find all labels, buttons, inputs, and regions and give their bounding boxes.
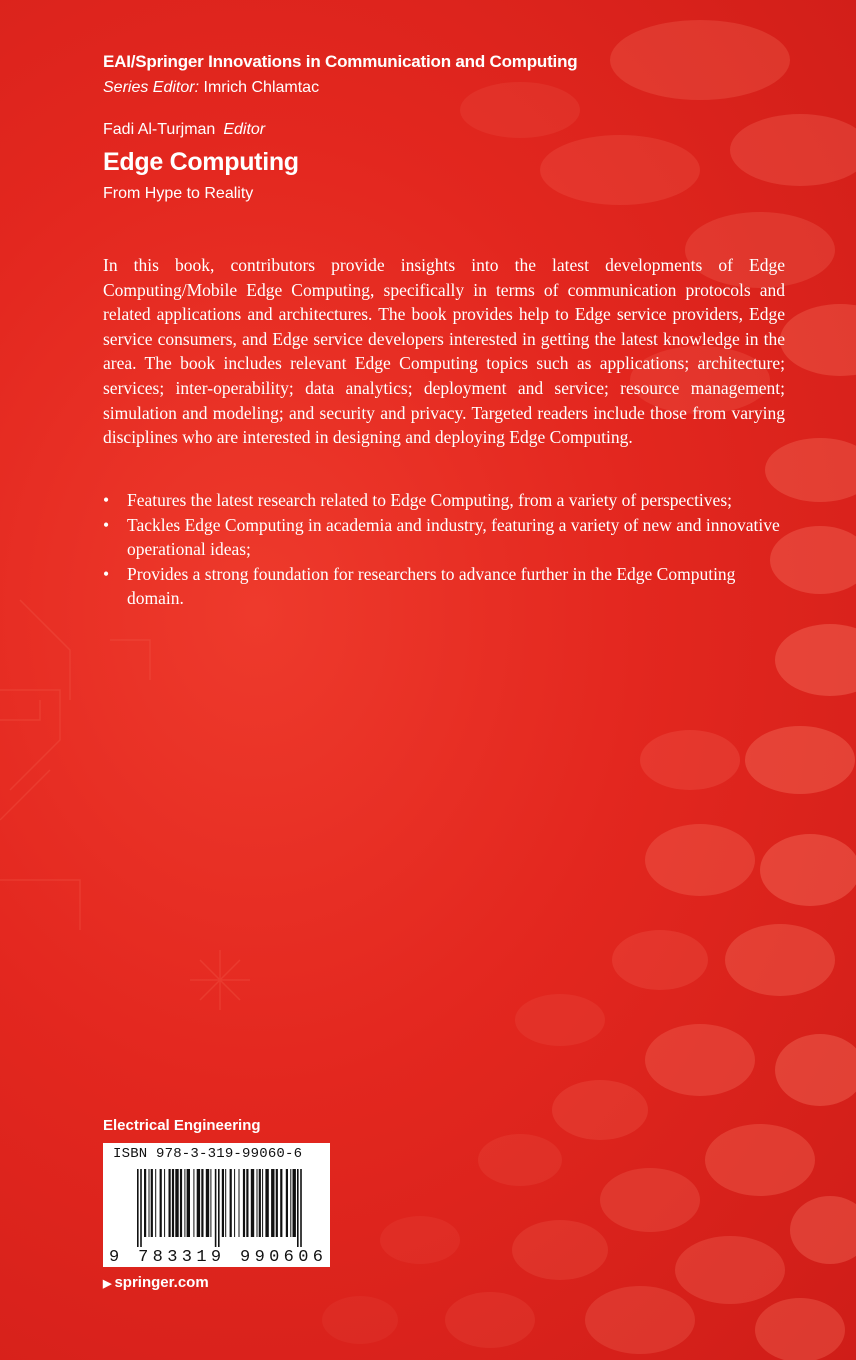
series-title: EAI/Springer Innovations in Communication and Computing [103, 52, 578, 71]
barcode-digits: 9 783319 990606 [109, 1248, 323, 1267]
ellipse-pattern [322, 20, 856, 1360]
feature-item [103, 562, 785, 611]
subject-category: Electrical Engineering [103, 1117, 261, 1134]
barcode-graphic [103, 1143, 330, 1267]
book-editor-role: Editor [223, 121, 266, 138]
series-editor-name: Imrich Chlamtac [203, 79, 320, 96]
arrow-icon: ▶ [103, 1278, 112, 1290]
bullet-icon: • [103, 490, 110, 510]
feature-item [103, 513, 785, 562]
bullet-icon: • [103, 563, 110, 584]
book-description: In this book, contributors provide insights into the latest developments of Edge Computing/Mobile Edge Computing, specifically in terms of communication protocols and related applications and architectures. The book provides help to Edge service providers, Edge service consumers, and Edge service developers interested in getting the latest knowledge in the area. The book includes relevant Edge Computing topics such as applications; architecture; services; inter-operability; data analytics; deployment and service; resource management; simulation and modeling; and security and privacy. Targeted readers include those from varying disciplines who are interested in designing and deploying Edge Computing. [103, 255, 785, 448]
barcode-bars [137, 1169, 302, 1247]
circuit-lines [0, 600, 250, 1010]
book-subtitle: From Hype to Reality [103, 185, 254, 202]
book-editor-name: Fadi Al-Turjman [103, 121, 216, 138]
book-title: Edge Computing [103, 148, 299, 176]
series-editor-label: Series Editor: [103, 79, 200, 96]
springer-website-text: springer.com [114, 1274, 209, 1291]
feature-text: Features the latest research related to Edge Computing, from a variety of perspectives; [127, 490, 732, 510]
feature-text: Provides a strong foundation for researchers to advance further in the Edge Computing domain. [127, 563, 736, 609]
feature-list [103, 488, 785, 611]
barcode [103, 1143, 330, 1267]
series-editor [103, 79, 319, 97]
feature-item [103, 488, 785, 513]
bullet-icon: • [103, 514, 110, 535]
feature-text: Tackles Edge Computing in academia and industry, featuring a variety of new and innovative operational ideas; [127, 514, 780, 560]
isbn-label: ISBN 978-3-319-99060-6 [113, 1146, 303, 1162]
book-editor [103, 121, 265, 139]
springer-website-link[interactable] [103, 1274, 209, 1291]
